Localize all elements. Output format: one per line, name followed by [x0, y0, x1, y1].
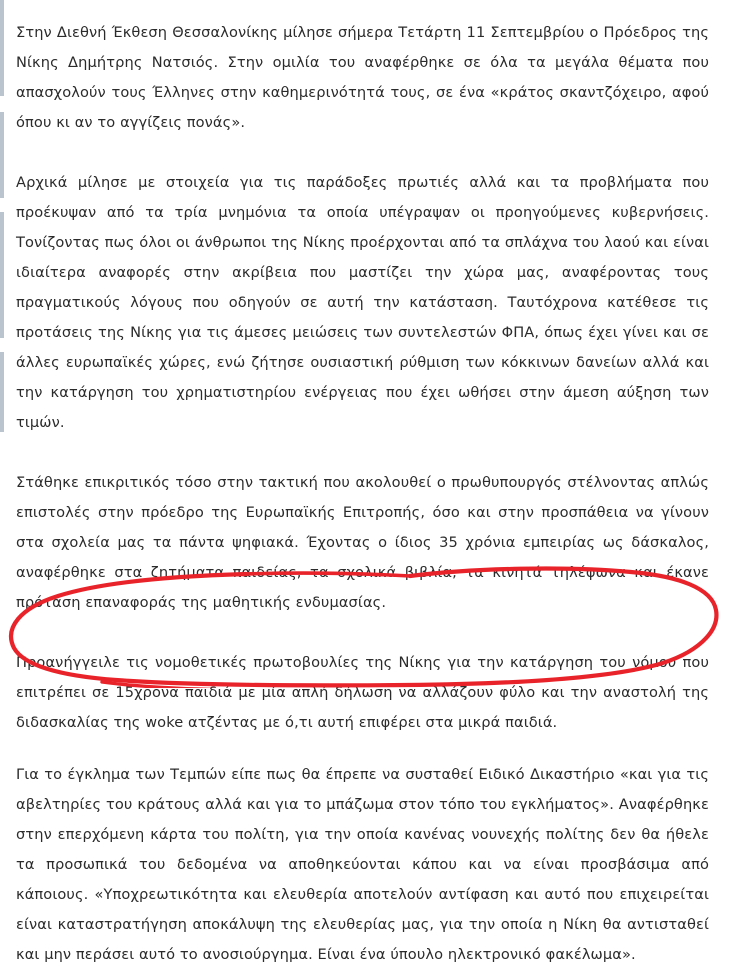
paragraph-3: Στάθηκε επικριτικός τόσο στην τακτική που ακολουθεί ο πρωθυπουργός στέλνοντας απλώς επιστολές στην πρόεδρο της Ευρωπαϊκής Επιτροπής, όσο και στην προσπάθεια να γίνουν στα σχολεία μας τα πάντα ψηφιακά. Έχοντας ο ίδιος 35 χρόνια εμπειρίας ως δάσκαλος, αναφέρθηκε στα ζητήματα παιδείας, τα σχολικά βιβλία, τα κινητά τηλέφωνα και έκανε πρόταση επαναφοράς της μαθητικής ενδυμασίας.: [16, 474, 709, 611]
paragraph-4: Προανήγγειλε τις νομοθετικές πρωτοβουλίες της Νίκης για την κατάργηση του νόμου που επιτρέπει σε 15χρονα παιδιά με μία απλή δήλωση να αλλάζουν φύλο και την αναστολή της διδασκαλίας της woke ατζέντας με ό,τι αυτή επιφέρει στα μικρά παιδιά.: [16, 654, 709, 731]
paragraph-2: Αρχικά μίλησε με στοιχεία για τις παράδοξες πρωτιές αλλά και τα προβλήματα που προέκυψαν από τα τρία μνημόνια τα οποία υπέγραψαν οι προηγούμενες κυβερνήσεις. Τονίζοντας πως όλοι οι άνθρωποι της Νίκης προέρχονται από τα σπλάχνα του λαού και είναι ιδιαίτερα αναφορές στην ακρίβεια που μαστίζει την χώρα μας, αναφέροντας τους πραγματικούς λόγους που οδηγούν σε αυτή την κατάσταση. Ταυτόχρονα κατέθεσε τις προτάσεις της Νίκης για τις άμεσες μειώσεις των συντελεστών ΦΠΑ, όπως έχει γίνει και σε άλλες ευρωπαϊκές χώρες, ενώ ζήτησε ουσιαστική ρύθμιση των κόκκινων δανείων αλλά και την κατάργηση του χρηματιστηρίου ενέργειας που έχει ωθήσει στην άμεση αύξηση των τιμών.: [16, 174, 709, 431]
paragraph-5: Για το έγκλημα των Τεμπών είπε πως θα έπρεπε να συσταθεί Ειδικό Δικαστήριο «και για τις αβελτηρίες του κράτους αλλά και για το μπάζωμα στον τόπο του εγκλήματος». Αναφέρθηκε στην επερχόμενη κάρτα του πολίτη, για την οποία κανένας νουνεχής πολίτης δεν θα ήθελε τα προσωπικά του δεδομένα να αποθηκεύονται κάπου και να είναι προσβάσιμα από κάποιους. «Υποχρεωτικότητα και ελευθερία αποτελούν αντίφαση και αυτό που επιχειρείται είναι καταστρατήγηση αποκάλυψη της ελευθερίας μας, για την οποία η Νίκη θα αντισταθεί και μην περάσει αυτό το ανοσιούργημα. Είναι ένα ύπουλο ηλεκτρονικό φακέλωμα».: [16, 766, 709, 963]
paragraph-1: Στην Διεθνή Έκθεση Θεσσαλονίκης μίλησε σήμερα Τετάρτη 11 Σεπτεμβρίου ο Πρόεδρος της Νίκης Δημήτρης Νατσιός. Στην ομιλία του αναφέρθηκε σε όλα τα μεγάλα θέματα που απασχολούν τους Έλληνες στην καθημερινότητά τους, σε ένα «κράτος σκαντζόχειρο, αφού όπου κι αν το αγγίζεις πονάς».: [16, 24, 709, 131]
